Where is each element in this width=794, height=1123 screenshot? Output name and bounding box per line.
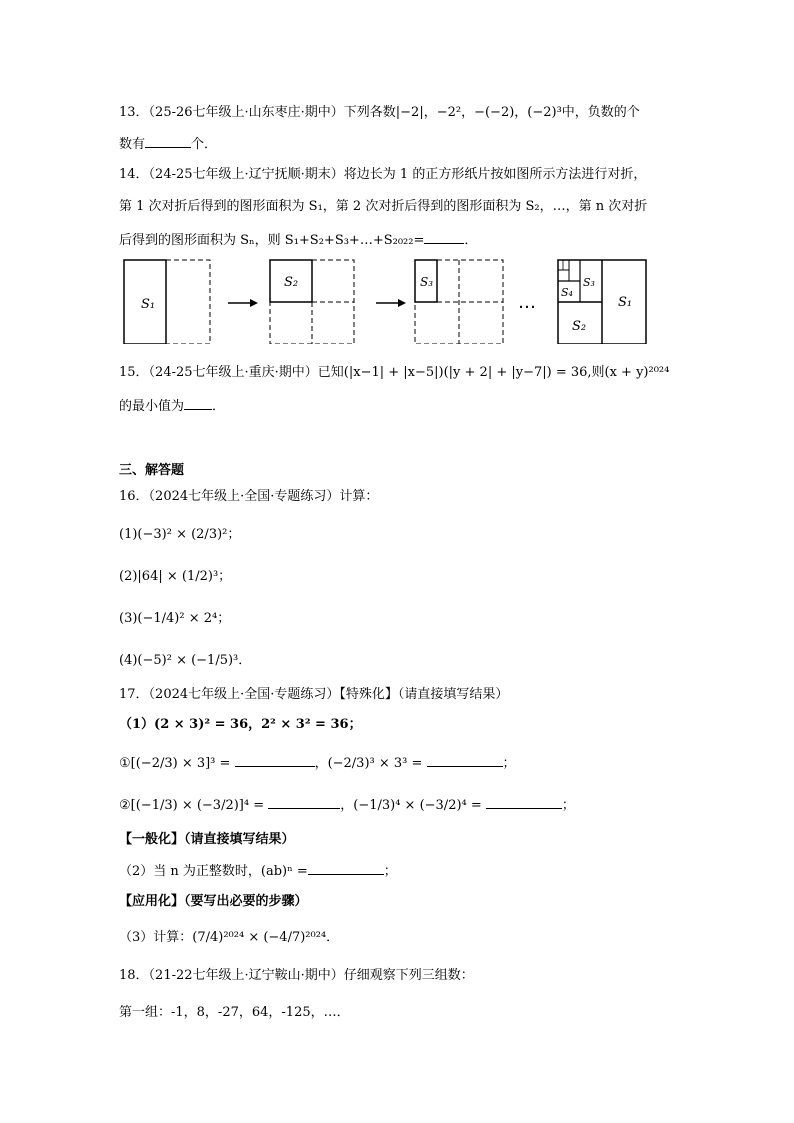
q17-row2 (119, 794, 575, 816)
q17-apply-heading: 【应用化】（要写出必要的步骤） (119, 894, 308, 909)
q14-line2: 第 1 次对折后得到的图形面积为 S₁，第 2 次对折后得到的图形面积为 S₂，…，第 n 次对折 (119, 199, 648, 214)
q13-l2-pre: 数有 (119, 137, 146, 152)
q17-r1-mid: ，(−2/3)³ × 3³ = (314, 756, 423, 771)
q13-line2 (119, 133, 217, 155)
q17-general-blank[interactable] (308, 860, 384, 875)
q17-line1: 17．（2024七年级上·全国·专题练习）【特殊化】（请直接填写结果） (119, 687, 509, 702)
q17-general-heading: 【一般化】（请直接填写结果） (119, 832, 295, 847)
fig2-label-s2: S₂ (284, 275, 299, 290)
q16-part4: (4)(−5)² × (−1/5)³． (119, 653, 252, 668)
arrow1-head (250, 299, 258, 307)
q17-r2-left: ②[(−1/3) × (−3/2)]⁴ = (119, 798, 265, 813)
folding-figure (118, 252, 658, 344)
q14-l3-post: ． (464, 233, 478, 248)
q14-line1: 14．（24-25七年级上·辽宁抚顺·期末）将边长为 1 的正方形纸片按如图所示方法进行对折， (119, 167, 647, 182)
q17-general-line (119, 860, 397, 882)
q17-apply-line: （3）计算：(7/4)²⁰²⁴ × (−4/7)²⁰²⁴． (119, 930, 340, 945)
q13-l2-post: 个． (191, 137, 218, 152)
fig4-label-s4: S₄ (561, 286, 573, 299)
q13-line1: 13．（25-26七年级上·山东枣庄·期中）下列各数|−2|，−2²，−(−2)，(−2)³中，负数的个 (119, 105, 640, 120)
q16-part2: (2)|64| × (1/2)³； (119, 569, 232, 584)
q17-part1-example: （1）(2 × 3)² = 36，2² × 3² = 36； (119, 717, 362, 732)
q17-r1-semi: ； (502, 756, 516, 771)
q17-r1-blank1[interactable] (235, 752, 315, 767)
fig1-dashed-half (166, 260, 210, 344)
fig3-label-s3: S₃ (420, 275, 434, 289)
q17-r2-blank2[interactable] (486, 794, 562, 809)
q18-line2: 第一组：-1，8，-27，64，-125，…． (119, 1005, 350, 1020)
q16-part3: (3)(−1/4)² × 2⁴； (119, 611, 231, 626)
q15-l2-pre: 的最小值为 (119, 399, 185, 414)
q17-r1-blank2[interactable] (427, 752, 503, 767)
q16-line1: 16．（2024七年级上·全国·专题练习）计算： (119, 489, 379, 504)
q17-r1-left: ①[(−2/3) × 3]³ = (119, 756, 231, 771)
section-title: 三、解答题 (119, 463, 185, 478)
fig1-label-s1: S₁ (141, 297, 156, 312)
arrow2-head (398, 299, 406, 307)
fig4-label-s3: S₃ (583, 276, 595, 289)
q15-line2 (119, 395, 225, 417)
q14-l3-pre: 后得到的图形面积为 Sₙ，则 S₁+S₂+S₃+…+S₂₀₂₂= (119, 233, 425, 248)
q15-line1: 15．（24-25七年级上·重庆·期中）已知(|x−1| + |x−5|)(|y + 2| + |y−7|) = 36,则(x + y)²⁰²⁴ (119, 365, 670, 380)
q17-general-pre: （2）当 n 为正整数时，(ab)ⁿ = (119, 864, 308, 879)
q14-line3 (119, 229, 477, 251)
fig4-label-s1: S₁ (618, 295, 633, 310)
q17-r2-semi: ； (561, 798, 575, 813)
fig4-label-s2: S₂ (572, 319, 587, 334)
q16-part1: (1)(−3)² × (2/3)²； (119, 527, 241, 542)
q15-answer-blank[interactable] (184, 395, 212, 410)
q17-r2-blank1[interactable] (268, 794, 340, 809)
q18-line1: 18．（21-22七年级上·辽宁鞍山·期中）仔细观察下列三组数： (119, 968, 474, 983)
q17-r2-mid: ，(−1/3)⁴ × (−3/2)⁴ = (340, 798, 482, 813)
q17-general-post: ； (383, 864, 397, 879)
figure-ellipsis: … (518, 292, 536, 313)
q14-answer-blank[interactable] (424, 229, 464, 244)
q15-l2-post: ． (212, 399, 226, 414)
q17-row1 (119, 752, 516, 774)
q13-answer-blank[interactable] (145, 133, 191, 148)
